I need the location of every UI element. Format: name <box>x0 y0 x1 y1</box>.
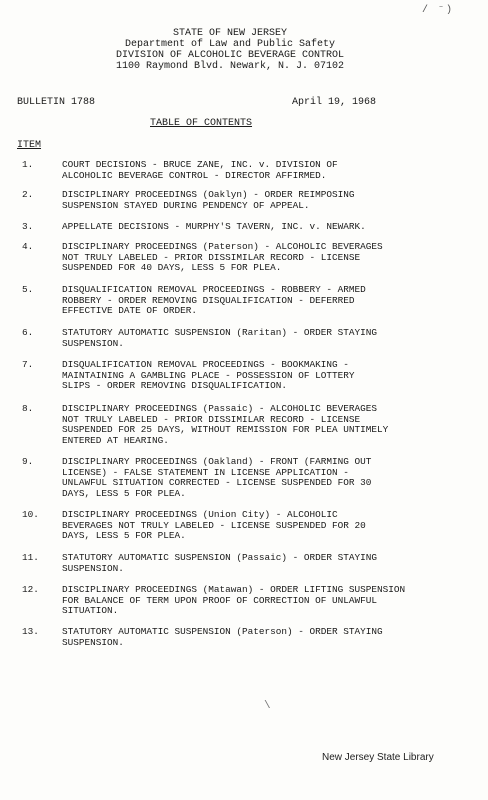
item-description-line: STATUTORY AUTOMATIC SUSPENSION (Paterson) - ORDER STAYING <box>62 626 383 637</box>
item-number: 4. <box>22 241 34 252</box>
library-stamp: New Jersey State Library <box>322 752 434 763</box>
letterhead-state: STATE OF NEW JERSEY <box>172 28 288 39</box>
item-description-line: SUSPENSION. <box>62 636 124 648</box>
letterhead <box>0 28 460 72</box>
item-description-line: DISCIPLINARY PROCEEDINGS (Oakland) - FRONT (FARMING OUT <box>62 456 372 467</box>
item-description <box>62 285 457 317</box>
item-description-line: UNLAWFUL SITUATION CORRECTED - LICENSE SUSPENDED FOR 30 <box>62 477 372 489</box>
letterhead-address: 1100 Raymond Blvd. Newark, N. J. 07102 <box>115 61 345 72</box>
item-description <box>62 457 457 500</box>
item-description-line: ALCOHOLIC BEVERAGE CONTROL - DIRECTOR AFFIRMED. <box>62 169 327 181</box>
item-description <box>62 190 457 211</box>
item-number: 13. <box>22 626 39 637</box>
item-number: 3. <box>22 221 34 232</box>
item-description-line: DAYS, LESS 5 FOR PLEA. <box>62 530 186 542</box>
item-description-line: STATUTORY AUTOMATIC SUSPENSION (Passaic) - ORDER STAYING <box>62 552 378 563</box>
item-description-line: SLIPS - ORDER REMOVING DISQUALIFICATION. <box>62 380 288 392</box>
item-description-line: DISCIPLINARY PROCEEDINGS (Matawan) - ORDER LIFTING SUSPENSION <box>62 584 406 595</box>
item-description <box>62 360 457 392</box>
item-description-line: EFFECTIVE DATE OF ORDER. <box>62 305 198 317</box>
bulletin-date: April 19, 1968 <box>292 97 377 108</box>
item-description-line: DAYS, LESS 5 FOR PLEA. <box>62 488 186 500</box>
item-number: 2. <box>22 189 34 200</box>
item-description-line: ROBBERY - ORDER REMOVING DISQUALIFICATION - DEFERRED <box>62 294 355 306</box>
item-description <box>62 627 457 648</box>
item-description-line: SUSPENSION STAYED DURING PENDENCY OF APPEAL. <box>62 199 310 211</box>
item-number: 10. <box>22 509 39 520</box>
item-description-line: SUSPENSION. <box>62 337 124 349</box>
item-description-line: DISCIPLINARY PROCEEDINGS (Oaklyn) - ORDER REIMPOSING <box>62 189 355 200</box>
stray-mark: \ <box>264 700 271 712</box>
item-description-line: STATUTORY AUTOMATIC SUSPENSION (Raritan) - ORDER STAYING <box>62 327 378 338</box>
bulletin-number: BULLETIN 1788 <box>17 97 96 108</box>
item-number: 9. <box>22 456 34 467</box>
item-number: 12. <box>22 584 39 595</box>
letterhead-division: DIVISION OF ALCOHOLIC BEVERAGE CONTROL <box>115 50 345 61</box>
item-description-line: MAINTAINING A GAMBLING PLACE - POSSESSION OF LOTTERY <box>62 369 355 381</box>
item-description-line: SUSPENDED FOR 25 DAYS, WITHOUT REMISSION FOR PLEA UNTIMELY <box>62 424 389 436</box>
item-description <box>62 553 457 574</box>
corner-handwritten-mark: / ⁻) <box>422 5 455 16</box>
item-description-line: SUSPENDED FOR 40 DAYS, LESS 5 FOR PLEA. <box>62 262 282 274</box>
item-number: 1. <box>22 159 34 170</box>
item-description-line: DISQUALIFICATION REMOVAL PROCEEDINGS - ROBBERY - ARMED <box>62 284 366 295</box>
item-description-line: BEVERAGES NOT TRULY LABELED - LICENSE SUSPENDED FOR 20 <box>62 519 366 531</box>
item-number: 6. <box>22 327 34 338</box>
item-description-line: DISCIPLINARY PROCEEDINGS (Paterson) - ALCOHOLIC BEVERAGES <box>62 241 383 252</box>
item-description-line: LICENSE) - FALSE STATEMENT IN LICENSE APPLICATION - <box>62 466 349 478</box>
item-description-line: NOT TRULY LABELED - PRIOR DISSIMILAR RECORD - LICENSE <box>62 413 361 425</box>
item-description-line: SUSPENSION. <box>62 562 124 574</box>
item-description-line: DISQUALIFICATION REMOVAL PROCEEDINGS - BOOKMAKING - <box>62 359 349 370</box>
letterhead-department: Department of Law and Public Safety <box>124 39 336 50</box>
item-description-line: DISCIPLINARY PROCEEDINGS (Union City) - ALCOHOLIC <box>62 509 338 520</box>
item-description <box>62 160 457 181</box>
item-description-line: FOR BALANCE OF TERM UPON PROOF OF CORRECTION OF UNLAWFUL <box>62 594 378 606</box>
item-description-line: SITUATION. <box>62 605 119 617</box>
item-number: 8. <box>22 403 34 414</box>
item-number: 7. <box>22 359 34 370</box>
item-description <box>62 510 457 542</box>
item-number: 5. <box>22 284 34 295</box>
item-number: 11. <box>22 552 39 563</box>
item-description <box>62 404 457 447</box>
item-description-line: COURT DECISIONS - BRUCE ZANE, INC. v. DIVISION OF <box>62 159 338 170</box>
item-description-line: DISCIPLINARY PROCEEDINGS (Passaic) - ALCOHOLIC BEVERAGES <box>62 403 378 414</box>
item-description-line: NOT TRULY LABELED - PRIOR DISSIMILAR RECORD - LICENSE <box>62 251 361 263</box>
item-description-line: APPELLATE DECISIONS - MURPHY'S TAVERN, INC. v. NEWARK. <box>62 221 366 232</box>
table-of-contents-title: TABLE OF CONTENTS <box>150 118 253 129</box>
item-description <box>62 328 457 349</box>
item-column-heading: ITEM <box>17 140 42 151</box>
item-description <box>62 242 457 274</box>
item-description <box>62 222 457 233</box>
item-description-line: ENTERED AT HEARING. <box>62 435 169 447</box>
item-description <box>62 585 457 617</box>
